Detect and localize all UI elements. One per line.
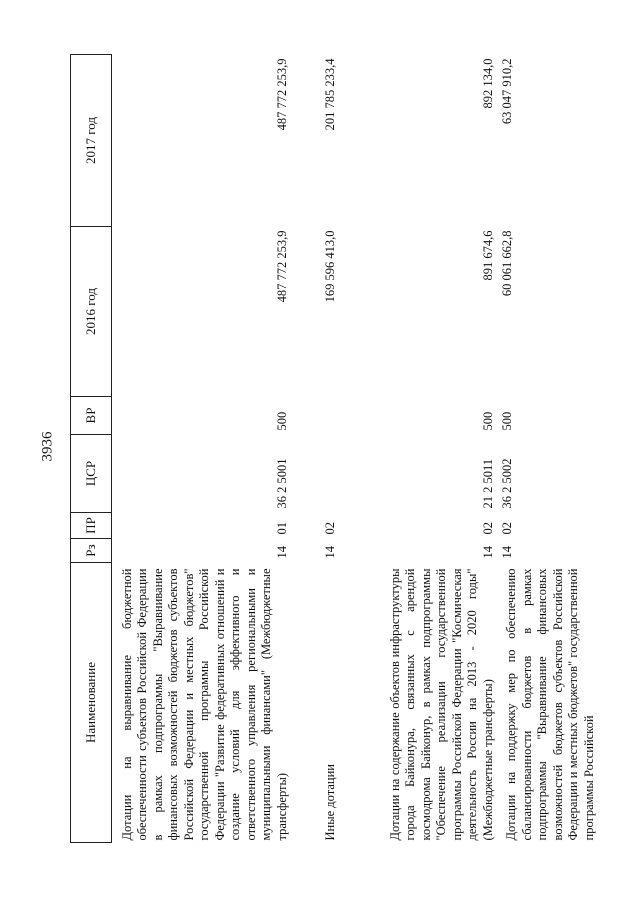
budget-table-container bbox=[70, 55, 596, 843]
row-2016: 891 674,6 bbox=[480, 230, 495, 281]
row-vr: 500 bbox=[274, 411, 289, 431]
row-2017: 892 134,0 bbox=[480, 58, 495, 109]
row-2017: 487 772 253,9 bbox=[274, 58, 289, 131]
row-2016: 487 772 253,9 bbox=[274, 230, 289, 303]
row-name: Дотации на содержание объектов инфраструктуры города Байконура, связанных с арендой космодрома Байконур, в рамках подпрограммы "Обеспечение реализации государственной программы Российской Федерации "Космическая деятельность России на 2013 - 2020 годы" (Межбюджетные трансферты) bbox=[387, 568, 495, 841]
row-vr: 500 bbox=[500, 411, 514, 431]
header-vr: ВР bbox=[71, 397, 112, 435]
header-name: Наименование bbox=[71, 563, 112, 843]
row-name: Иные дотации bbox=[322, 764, 337, 841]
row-pr: 02 bbox=[480, 522, 495, 535]
header-rz: Рз bbox=[71, 539, 112, 563]
budget-table bbox=[70, 54, 625, 843]
header-2017: 2017 год bbox=[71, 55, 112, 227]
page-number: 3936 bbox=[39, 431, 56, 462]
table-row bbox=[112, 55, 294, 843]
row-pr: 02 bbox=[322, 522, 337, 535]
header-csr: ЦСР bbox=[71, 435, 112, 513]
header-pr: ПР bbox=[71, 513, 112, 539]
row-vr bbox=[293, 397, 341, 435]
row-vr: 500 bbox=[480, 411, 495, 431]
table-row bbox=[341, 55, 499, 843]
row-csr: 36 2 5002 bbox=[500, 458, 514, 509]
row-rz: 14 bbox=[500, 546, 514, 559]
table-row bbox=[499, 55, 625, 843]
row-2016: 169 596 413,0 bbox=[322, 230, 337, 303]
row-2017: 63 047 910,2 bbox=[500, 58, 514, 125]
row-rz: 14 bbox=[322, 546, 337, 559]
row-2016: 60 061 662,8 bbox=[500, 230, 514, 297]
row-name: Дотации на выравнивание бюджетной обеспеченности субъектов Российской Федерации в рамках подпрограммы "Выравнивание финансовых возможностей бюджетов субъектов Российской Федерации и местных бюджетов" государственной программы Российской Федерации "Развитие федеративных отношений и создание условий для эффективного и ответственного управления региональными и муниципальными финансами" (Межбюджетные трансферты) bbox=[119, 568, 289, 841]
row-csr bbox=[293, 435, 341, 513]
table-header-row bbox=[71, 55, 112, 843]
row-rz: 14 bbox=[274, 546, 289, 559]
row-csr: 21 2 5011 bbox=[480, 458, 495, 509]
row-pr: 01 bbox=[274, 522, 289, 535]
table-row bbox=[293, 55, 341, 843]
row-pr: 02 bbox=[500, 522, 514, 535]
row-csr: 36 2 5001 bbox=[274, 458, 289, 509]
header-2016: 2016 год bbox=[71, 227, 112, 397]
row-rz: 14 bbox=[480, 546, 495, 559]
row-name: Дотации на поддержку мер по обеспечению сбалансированности бюджетов в рамках подпрограммы "Выравнивание финансовых возможностей бюджетов субъектов Российской Федерации и местных бюджетов" государственной программы Российской bbox=[504, 568, 596, 841]
row-2017: 201 785 233,4 bbox=[322, 58, 337, 131]
